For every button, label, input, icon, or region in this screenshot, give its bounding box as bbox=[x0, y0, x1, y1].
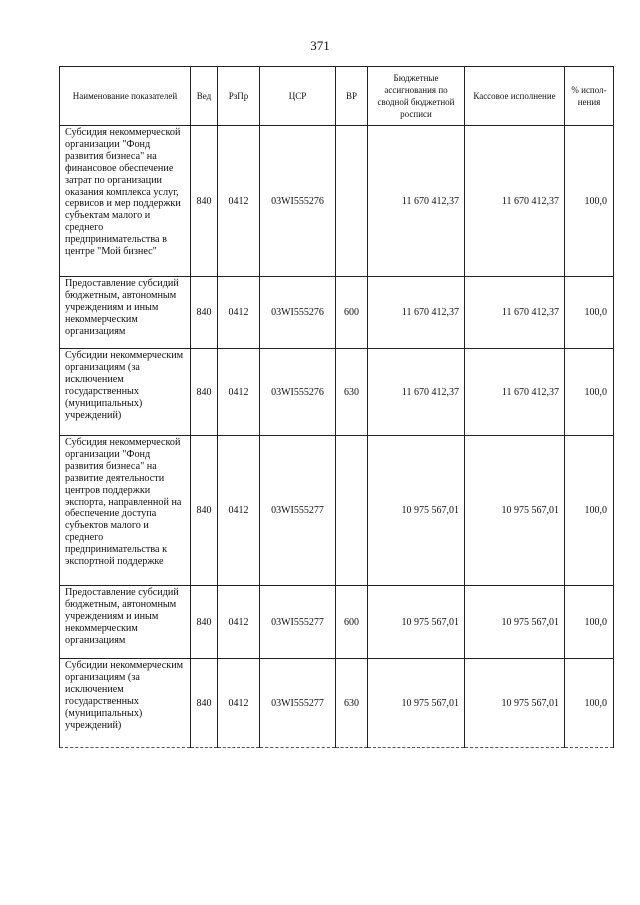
row-budget: 10 975 567,01 bbox=[368, 659, 465, 748]
table-row bbox=[60, 277, 614, 349]
row-csr: 03WI555277 bbox=[260, 586, 336, 659]
row-vr: 600 bbox=[336, 586, 368, 659]
row-budget: 11 670 412,37 bbox=[368, 126, 465, 277]
row-cash: 10 975 567,01 bbox=[465, 659, 565, 748]
row-cash: 10 975 567,01 bbox=[465, 436, 565, 586]
row-rzpr: 0412 bbox=[218, 586, 260, 659]
row-name: Субсидия некоммерческой организации "Фонд развития бизнеса" на развитие деятельности центров поддержки экспорта, направленной на обеспечение доступа субъектов малого и среднего предпринимательства к экспортной поддержке bbox=[60, 436, 191, 586]
row-ved: 840 bbox=[191, 349, 218, 436]
row-budget: 11 670 412,37 bbox=[368, 349, 465, 436]
row-name: Субсидии некоммерческим организациям (за исключением государственных (муниципальных) учреждений) bbox=[60, 349, 191, 436]
row-percent: 100,0 bbox=[565, 436, 614, 586]
row-cash: 11 670 412,37 bbox=[465, 126, 565, 277]
row-name: Предоставление субсидий бюджетным, автономным учреждениям и иным некоммерческим организациям bbox=[60, 586, 191, 659]
row-percent: 100,0 bbox=[565, 126, 614, 277]
table-row bbox=[60, 349, 614, 436]
header-vr: ВР bbox=[336, 67, 368, 126]
row-percent: 100,0 bbox=[565, 277, 614, 349]
row-rzpr: 0412 bbox=[218, 659, 260, 748]
row-name: Предоставление субсидий бюджетным, автономным учреждениям и иным некоммерческим организациям bbox=[60, 277, 191, 349]
row-name: Субсидии некоммерческим организациям (за исключением государственных (муниципальных) учреждений) bbox=[60, 659, 191, 748]
page-number: 371 bbox=[310, 38, 330, 53]
row-ved: 840 bbox=[191, 126, 218, 277]
row-rzpr: 0412 bbox=[218, 126, 260, 277]
row-cash: 10 975 567,01 bbox=[465, 586, 565, 659]
row-budget: 11 670 412,37 bbox=[368, 277, 465, 349]
header-csr: ЦСР bbox=[260, 67, 336, 126]
row-ved: 840 bbox=[191, 586, 218, 659]
row-percent: 100,0 bbox=[565, 659, 614, 748]
header-ved: Вед bbox=[191, 67, 218, 126]
row-cash: 11 670 412,37 bbox=[465, 349, 565, 436]
row-budget: 10 975 567,01 bbox=[368, 586, 465, 659]
row-csr: 03WI555276 bbox=[260, 349, 336, 436]
table-row bbox=[60, 436, 614, 586]
row-csr: 03WI555277 bbox=[260, 436, 336, 586]
row-cash: 11 670 412,37 bbox=[465, 277, 565, 349]
table-row bbox=[60, 126, 614, 277]
budget-execution-table bbox=[59, 66, 614, 748]
row-rzpr: 0412 bbox=[218, 349, 260, 436]
row-rzpr: 0412 bbox=[218, 436, 260, 586]
header-cash: Кассовое исполнение bbox=[465, 67, 565, 126]
table-row bbox=[60, 586, 614, 659]
row-vr bbox=[336, 126, 368, 277]
row-csr: 03WI555276 bbox=[260, 277, 336, 349]
row-ved: 840 bbox=[191, 277, 218, 349]
header-percent: % испол-нения bbox=[565, 67, 614, 126]
row-ved: 840 bbox=[191, 659, 218, 748]
row-vr bbox=[336, 436, 368, 586]
table-header-row bbox=[60, 67, 614, 126]
row-csr: 03WI555277 bbox=[260, 659, 336, 748]
row-percent: 100,0 bbox=[565, 349, 614, 436]
header-rzpr: РзПр bbox=[218, 67, 260, 126]
row-percent: 100,0 bbox=[565, 586, 614, 659]
header-budget: Бюджетные ассигнования по сводной бюджетной росписи bbox=[368, 67, 465, 126]
row-vr: 630 bbox=[336, 349, 368, 436]
row-budget: 10 975 567,01 bbox=[368, 436, 465, 586]
header-name: Наименование показателей bbox=[60, 67, 191, 126]
row-name: Субсидия некоммерческой организации "Фонд развития бизнеса" на финансовое обеспечение затрат по организации оказания комплекса услуг, сервисов и мер поддержки субъектам малого и среднего предпринимательства в центре "Мой бизнес" bbox=[60, 126, 191, 277]
row-csr: 03WI555276 bbox=[260, 126, 336, 277]
row-rzpr: 0412 bbox=[218, 277, 260, 349]
row-ved: 840 bbox=[191, 436, 218, 586]
row-vr: 600 bbox=[336, 277, 368, 349]
table-row bbox=[60, 659, 614, 748]
row-vr: 630 bbox=[336, 659, 368, 748]
